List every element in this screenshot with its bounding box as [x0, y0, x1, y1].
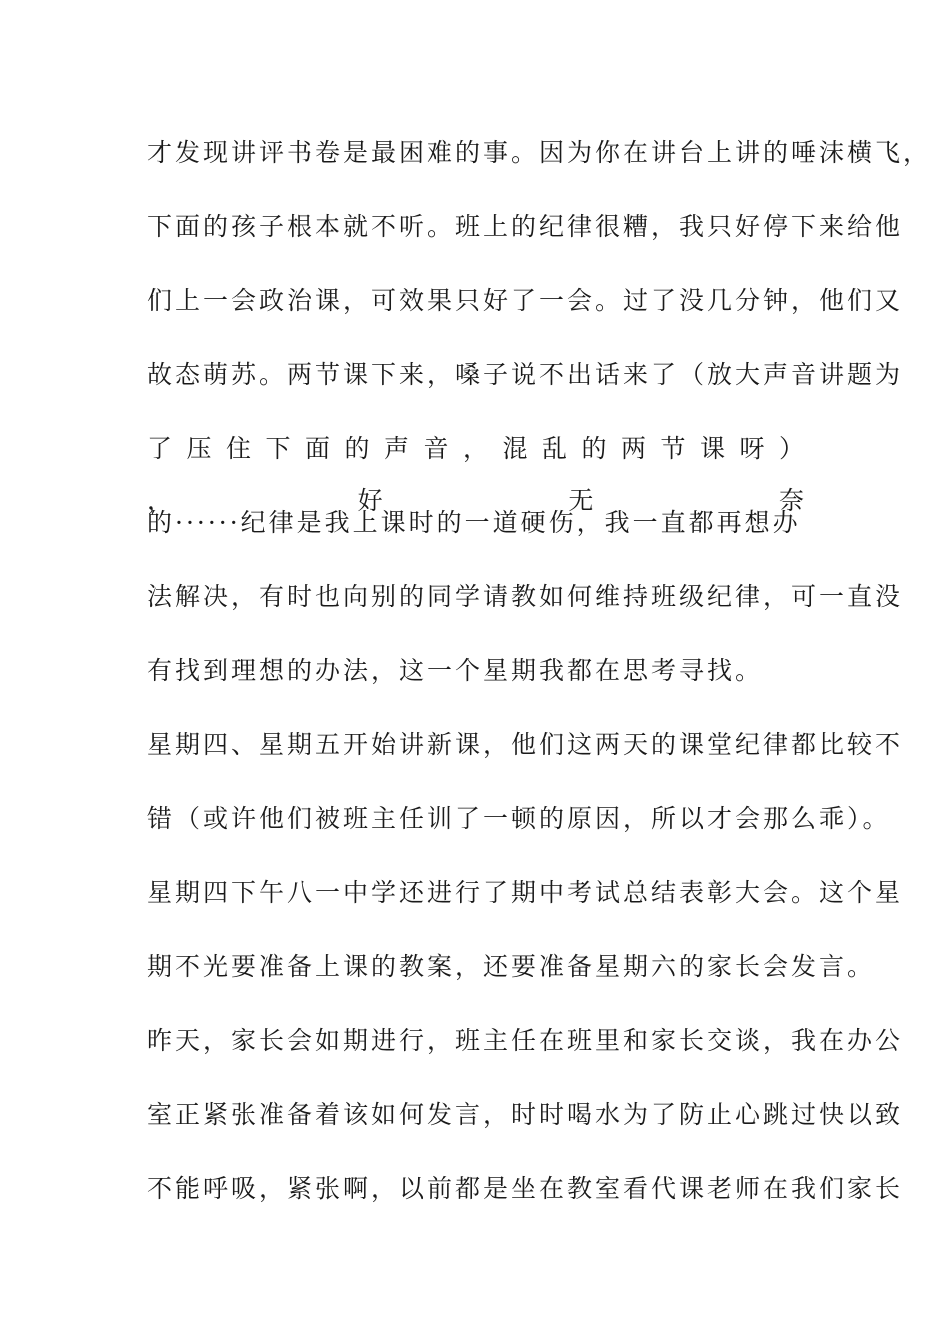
- text-line: 不能呼吸，紧张啊，以前都是坐在教室看代课老师在我们家长: [147, 1174, 904, 1203]
- text-line: 期不光要准备上课的教案，还要准备星期六的家长会发言。: [147, 952, 876, 981]
- text-line: 昨天，家长会如期进行，班主任在班里和家长交谈，我在办公: [147, 1026, 904, 1055]
- text-line: 故态萌苏。两节课下来，嗓子说不出话来了（放大声音讲题为: [147, 360, 904, 389]
- text-line: 下面的孩子根本就不听。班上的纪律很糟，我只好停下来给他: [147, 212, 904, 241]
- text-line: 的······纪律是我上课时的一道硬伤，我一直都再想办: [147, 508, 801, 537]
- text-line: 星期四、星期五开始讲新课，他们这两天的课堂纪律都比较不: [147, 730, 904, 759]
- text-line: 了 压 住 下 面 的 声 音 ， 混 乱 的 两 节 课 呀 ） ， 好 无 奈: [147, 434, 807, 515]
- text-line: 才发现讲评书卷是最困难的事。因为你在讲台上讲的唾沫横飞，: [147, 138, 932, 167]
- text-line: 法解决，有时也向别的同学请教如何维持班级纪律，可一直没: [147, 582, 904, 611]
- text-line: 室正紧张准备着该如何发言，时时喝水为了防止心跳过快以致: [147, 1100, 904, 1129]
- text-line: 星期四下午八一中学还进行了期中考试总结表彰大会。这个星: [147, 878, 904, 907]
- body-text: [147, 127, 932, 1237]
- text-line: 错（或许他们被班主任训了一顿的原因，所以才会那么乖）。: [147, 804, 891, 833]
- text-line: 有找到理想的办法，这一个星期我都在思考寻找。: [147, 656, 764, 685]
- text-line: 们上一会政治课，可效果只好了一会。过了没几分钟，他们又: [147, 286, 904, 315]
